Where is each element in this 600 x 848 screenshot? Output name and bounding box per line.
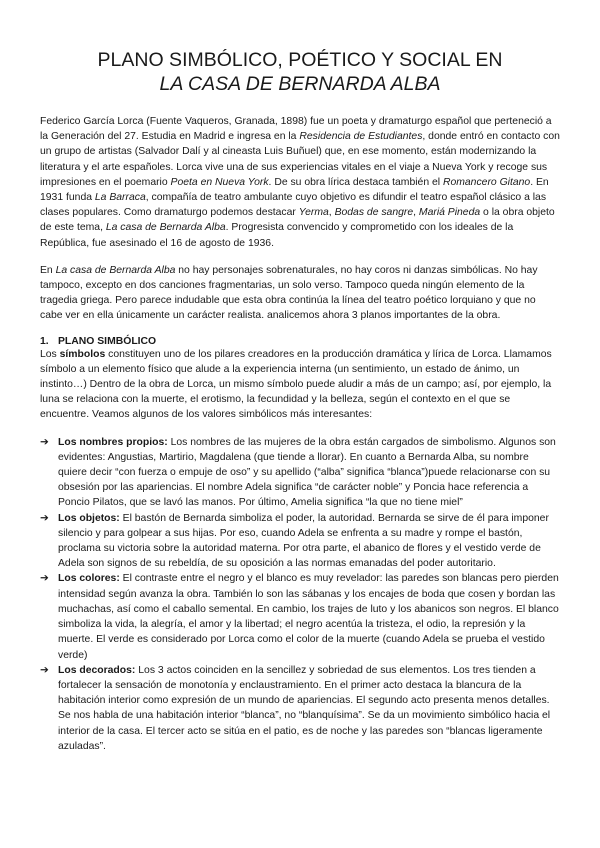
- intro-paragraph-2: En La casa de Bernarda Alba no hay personajes sobrenaturales, no hay coros ni danzas simbólicas. No hay tampoco, excepto en dos canciones fragmentarias, un solo verso. Tampoco queda ningún elemento de la tragedia griega. Pero parece indudable que esta obra continúa la línea del teatro poético lorquiano y que no cabe ver en ella únicamente un carácter realista. analicemos ahora 3 planos importantes de la obra.: [40, 264, 538, 322]
- item-label: Los objetos:: [58, 512, 120, 524]
- item-label: Los colores:: [58, 573, 120, 585]
- arrow-bullet-icon: ➔: [40, 512, 49, 524]
- list-item: [40, 511, 560, 572]
- document-title: [40, 48, 560, 96]
- intro-paragraph-1: Federico García Lorca (Fuente Vaqueros, Granada, 1898) fue un poeta y dramaturgo español que perteneció a la Generación del 27. Estudia en Madrid e ingresa en la Residencia de Estudiantes, donde entró en contacto con un grupo de artistas (Salvador Dalí y al cineasta Luis Buñuel) que, en ese momento, están modernizando la literatura y el arte españoles. Lorca vive una de sus experiencias vitales en el viaje a Nueva York y recoge sus impresiones en el poemario Poeta en Nueva York. De su obra lírica destaca también el Romancero Gitano. En 1931 funda La Barraca, compañía de teatro ambulante cuyo objetivo es difundir el teatro español clásico a las clases populares. Como dramaturgo podemos destacar Yerma, Bodas de sangre, Mariá Pineda o la obra objeto de este tema, La casa de Bernarda Alba. Progresista convencido y comprometido con los ideales de la República, fue asesinado el 16 de agosto de 1936.: [40, 116, 560, 249]
- list-item: [40, 571, 560, 662]
- title-line-1: PLANO SIMBÓLICO, POÉTICO Y SOCIAL EN: [97, 49, 503, 71]
- section-heading: [40, 336, 560, 347]
- arrow-bullet-icon: ➔: [40, 436, 49, 448]
- item-text: Los 3 actos coinciden en la sencillez y sobriedad de sus elementos. Los tres tienden a fortalecer la sensación de monotonía y enclaustramiento. En el primer acto destaca la blancura de la habitación interior como expresión de un mundo de apariencias. El segundo acto presenta menos detalles. Se nos habla de una habitación interior “blanca”, no “blanquísima”. Se da un movimiento simbólico hacia el interior de la casa. El tercer acto se sitúa en el patio, es de noche y las paredes son “blancas ligeramente azuladas”.: [58, 664, 551, 752]
- symbol-list: [40, 435, 560, 754]
- list-item: [40, 663, 560, 754]
- item-text: Los nombres de las mujeres de la obra están cargados de simbolismo. Algunos son evidentes: Angustias, Martirio, Magdalena (que tiende a llorar). En cuanto a Bernarda Alba, su nombre quiere decir “con fuerza o empuje de oso” y su apellido (“alba” significa “blanca”)puede relacionarse con su obsesión por las apariencias. El nombre Adela significa “de carácter noble” y Poncia hace referencia a Poncio Pilatos, que se lavó las manos. Por último, Amelia significa “la que no tiene miel”: [58, 436, 556, 509]
- item-text: El contraste entre el negro y el blanco es muy revelador: las paredes son blancas pero pierden intensidad según avanza la obra. También lo son las sábanas y los encajes de boda que cosen y bordan las muchachas, así como el caballo semental. En cambio, los trajes de luto y los abanicos son negros. El blanco simboliza la vida, la alegría, el amor y la libertad; el negro acentúa la tristeza, el odio, la represión y la muerte. El verde es considerado por Lorca como el color de la muerte (cuando Adela se prueba el vestido verde): [58, 573, 559, 661]
- list-item: [40, 435, 560, 511]
- item-text: El bastón de Bernarda simboliza el poder, la autoridad. Bernarda se sirve de él para imponer silencio y para golpear a sus hijas. Por eso, cuando Adela se enfrenta a su madre y rompe el bastón, proclama su victoria sobre la autoridad materna. Por otra parte, el abanico de flores y el vestido verde de Adela son signos de su rebeldía, de su oposición a las normas emanadas del poder autoritario.: [58, 512, 549, 570]
- arrow-bullet-icon: ➔: [40, 573, 49, 585]
- section-title: PLANO SIMBÓLICO: [58, 335, 157, 347]
- item-label: Los nombres propios:: [58, 436, 168, 448]
- item-label: Los decorados:: [58, 664, 136, 676]
- document-page: [40, 48, 560, 754]
- title-line-2: LA CASA DE BERNARDA ALBA: [159, 73, 441, 95]
- arrow-bullet-icon: ➔: [40, 664, 49, 676]
- section-paragraph: Los símbolos constituyen uno de los pilares creadores en la producción dramática y lírica de Lorca. Llamamos símbolo a un elemento físico que alude a la experiencia interna (un sentimiento, un estado de ánimo, un instinto…) Dentro de la obra de Lorca, un mismo símbolo puede aludir a más de un campo; así, por ejemplo, la luna se relaciona con la muerte, el erotismo, la fecundidad y la belleza, según el contexto en el que se encuentre. Veamos algunos de los valores simbólicos más interesantes:: [40, 348, 552, 421]
- section-number: 1.: [40, 335, 49, 347]
